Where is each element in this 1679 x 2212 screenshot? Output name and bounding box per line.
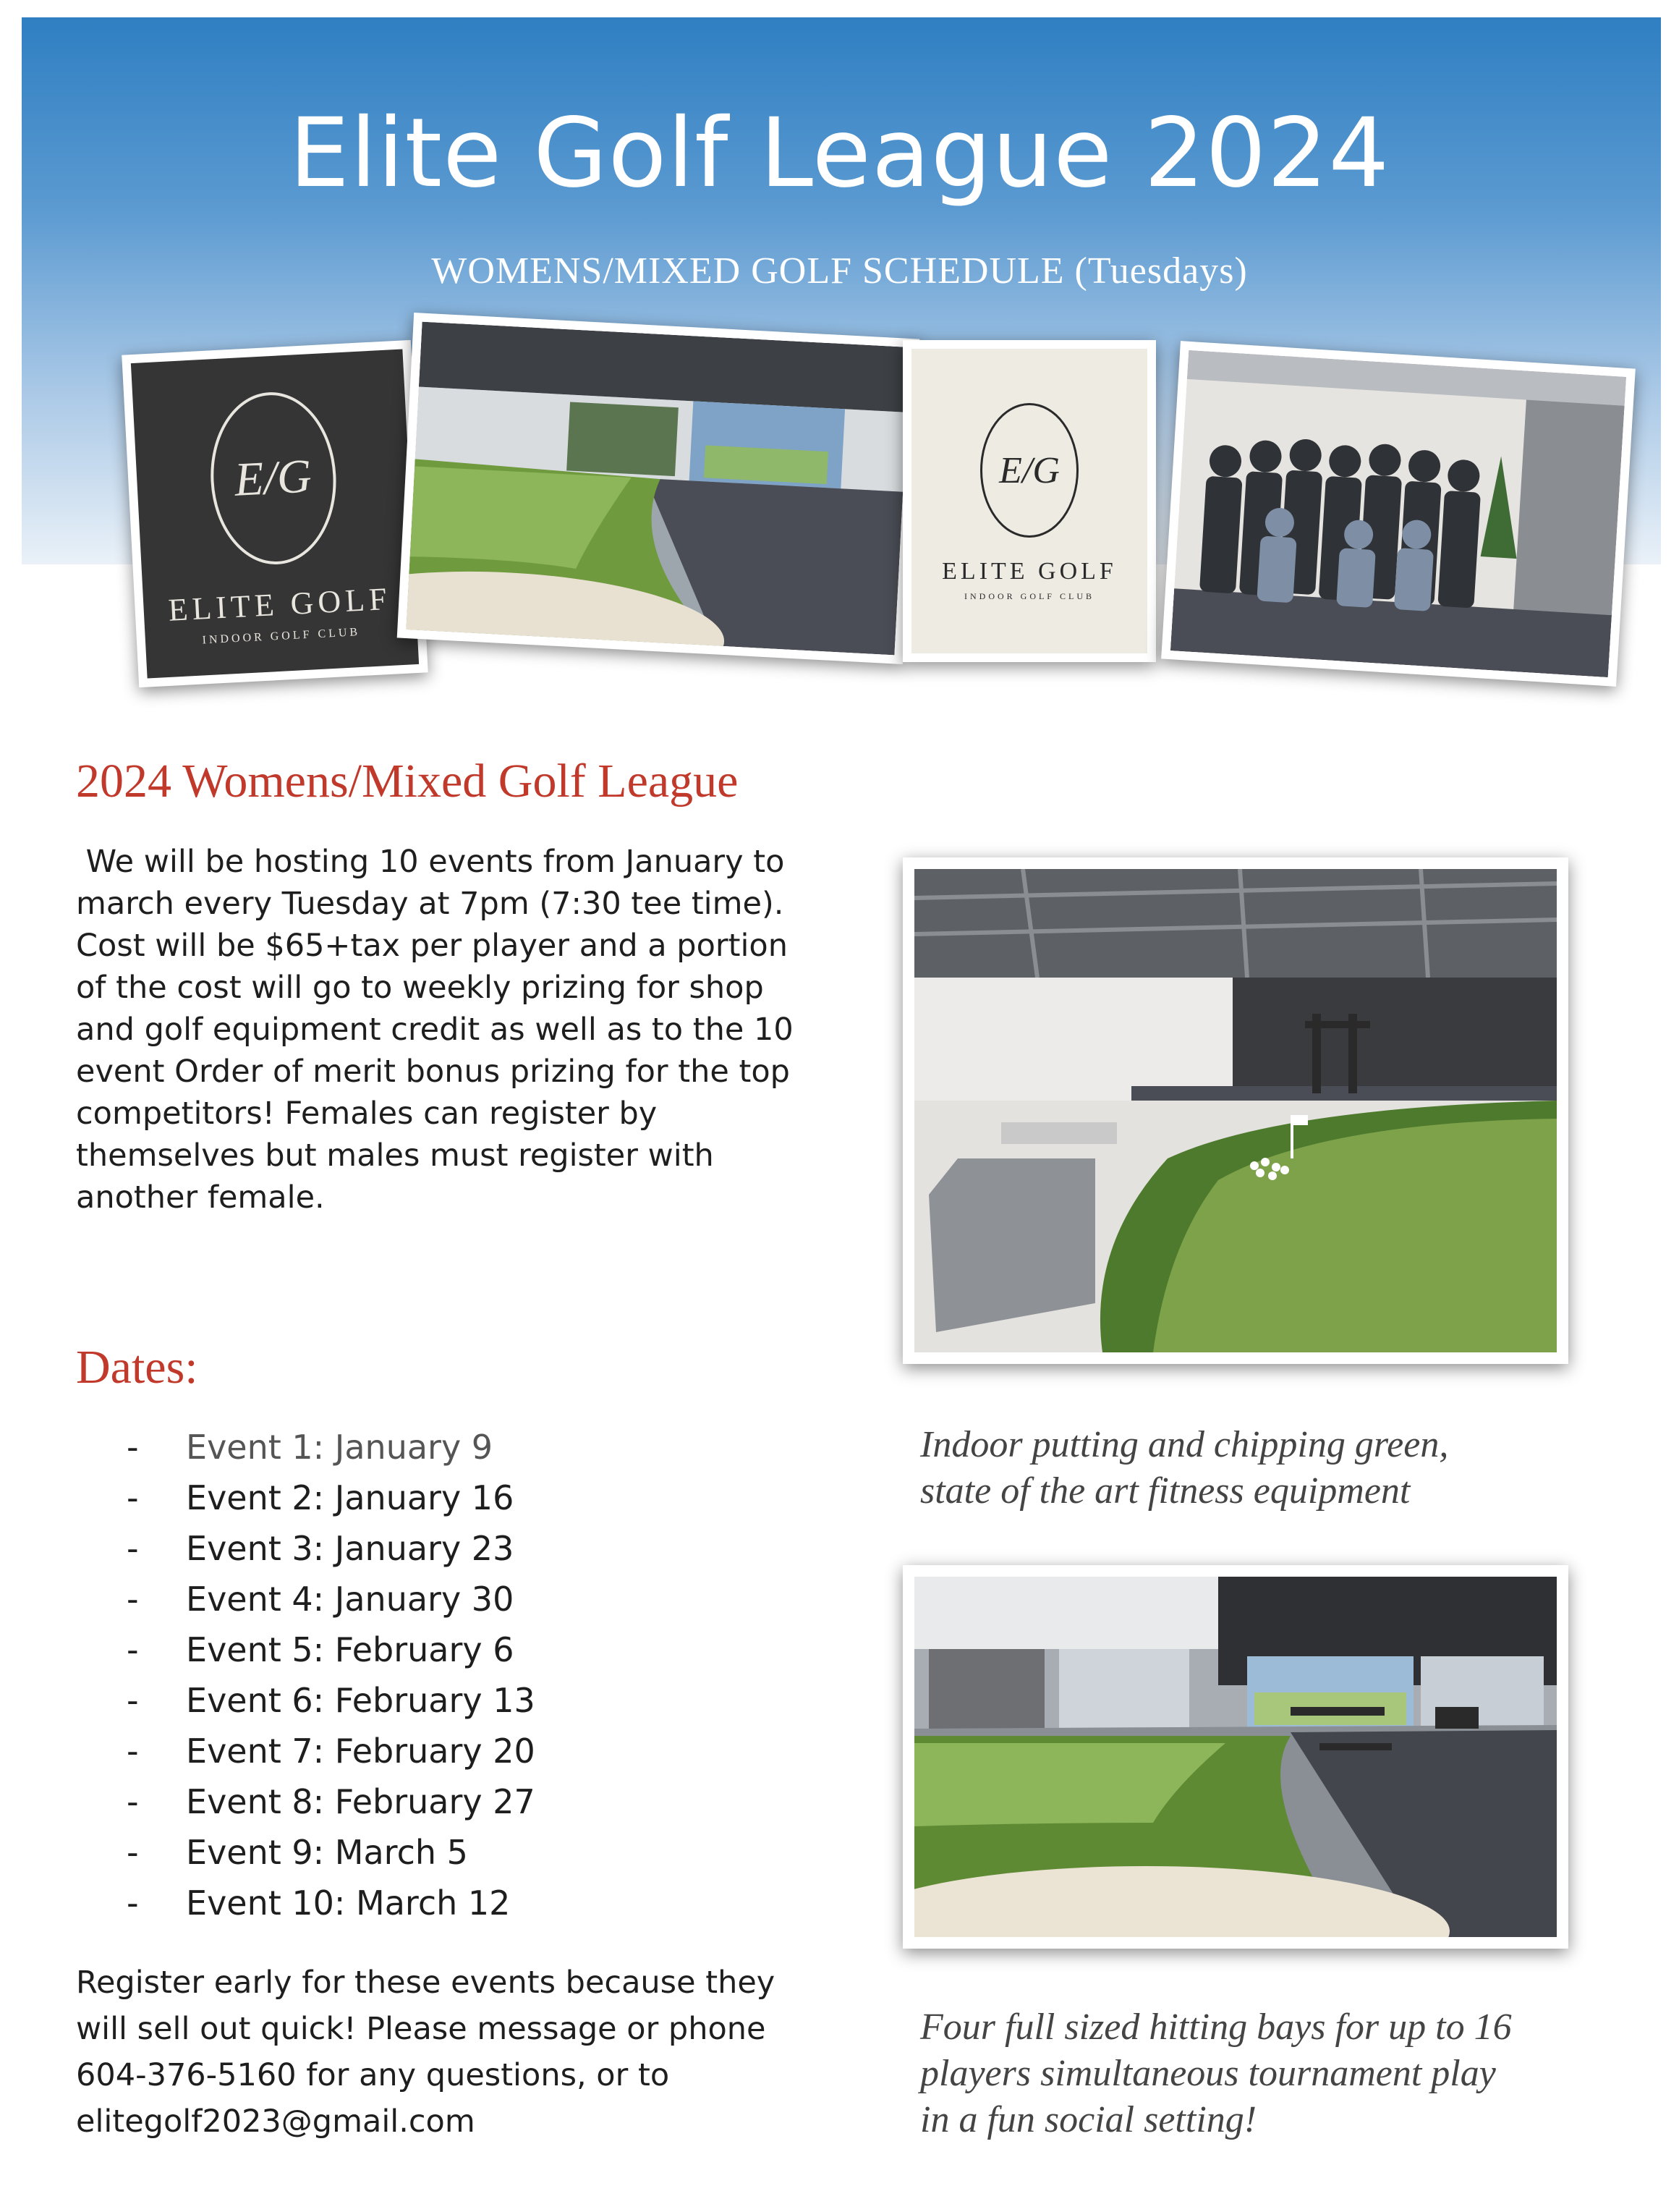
logo-card-light — [903, 340, 1156, 662]
event-date: Event 8: February 27 — [186, 1782, 535, 1821]
page-title: Elite Golf League 2024 — [289, 98, 1390, 209]
logo-emblem — [206, 389, 340, 568]
caption-hitting-bays — [920, 2004, 1615, 2143]
event-date: Event 10: March 12 — [186, 1883, 511, 1923]
event-date: Event 1: January 9 — [186, 1428, 493, 1467]
register-line: elitegolf2023@gmail.com — [76, 2103, 475, 2140]
logo-monogram: E/G — [233, 449, 313, 507]
event-date: Event 3: January 23 — [186, 1529, 514, 1568]
description-line: Cost will be $65+tax per player and a portion — [76, 928, 788, 964]
league-heading: 2024 Womens/Mixed Golf League — [76, 755, 739, 808]
photo-group — [1161, 341, 1636, 687]
description-line: and golf equipment credit as well as to the 10 — [76, 1012, 794, 1048]
description-line: competitors! Females can register by — [76, 1096, 658, 1132]
logo-emblem — [980, 403, 1079, 538]
photo-facility-green — [397, 313, 920, 664]
logo-tagline: INDOOR GOLF CLUB — [964, 591, 1094, 601]
group-illustration — [1170, 350, 1626, 677]
hitting-bays-illustration — [914, 1577, 1557, 1937]
event-date: Event 7: February 20 — [186, 1732, 535, 1771]
caption-line: players simultaneous tournament play — [920, 2053, 1496, 2094]
description-line: themselves but males must register with — [76, 1137, 714, 1174]
list-bullet: - — [127, 1833, 139, 1872]
description-line: event Order of merit bonus prizing for the top — [76, 1054, 790, 1090]
list-bullet: - — [127, 1782, 139, 1821]
logo-name: ELITE GOLF — [942, 558, 1117, 585]
caption-line: state of the art fitness equipment — [920, 1470, 1411, 1512]
logo-card-dark — [122, 340, 428, 687]
register-line: will sell out quick! Please message or phone — [76, 2011, 766, 2047]
list-bullet: - — [127, 1580, 139, 1619]
page-subtitle: WOMENS/MIXED GOLF SCHEDULE (Tuesdays) — [431, 250, 1248, 292]
list-bullet: - — [127, 1478, 139, 1517]
putting-green-illustration — [914, 869, 1557, 1352]
dates-heading: Dates: — [76, 1341, 198, 1394]
list-bullet: - — [127, 1732, 139, 1771]
logo-tagline: INDOOR GOLF CLUB — [202, 626, 361, 647]
list-bullet: - — [127, 1529, 139, 1568]
description-line: march every Tuesday at 7pm (7:30 tee time). — [76, 886, 784, 922]
list-bullet: - — [127, 1883, 139, 1923]
register-note — [76, 1959, 836, 2145]
list-bullet: - — [127, 1681, 139, 1720]
caption-line: Four full sized hitting bays for up to 16 — [920, 2007, 1512, 2048]
caption-line: in a fun social setting! — [920, 2099, 1257, 2140]
list-bullet: - — [127, 1428, 139, 1467]
logo-name: ELITE GOLF — [167, 580, 392, 628]
photo-putting-green — [903, 857, 1568, 1364]
list-bullet: - — [127, 1630, 139, 1669]
facility-green-illustration — [406, 322, 910, 656]
event-date: Event 9: March 5 — [186, 1833, 468, 1872]
caption-line: Indoor putting and chipping green, — [920, 1424, 1449, 1465]
description-line: another female. — [76, 1179, 325, 1216]
logo-monogram: E/G — [999, 449, 1060, 491]
event-date: Event 5: February 6 — [186, 1630, 514, 1669]
register-line: Register early for these events because they — [76, 1965, 775, 2001]
event-date: Event 2: January 16 — [186, 1478, 514, 1517]
description-line: We will be hosting 10 events from January to — [76, 844, 785, 880]
event-date: Event 4: January 30 — [186, 1580, 514, 1619]
register-line: 604-376-5160 for any questions, or to — [76, 2057, 670, 2093]
description-line: of the cost will go to weekly prizing for shop — [76, 970, 764, 1006]
event-date: Event 6: February 13 — [186, 1681, 535, 1720]
league-description — [76, 841, 836, 1219]
caption-putting-green — [920, 1422, 1615, 1514]
photo-hitting-bays — [903, 1565, 1568, 1949]
